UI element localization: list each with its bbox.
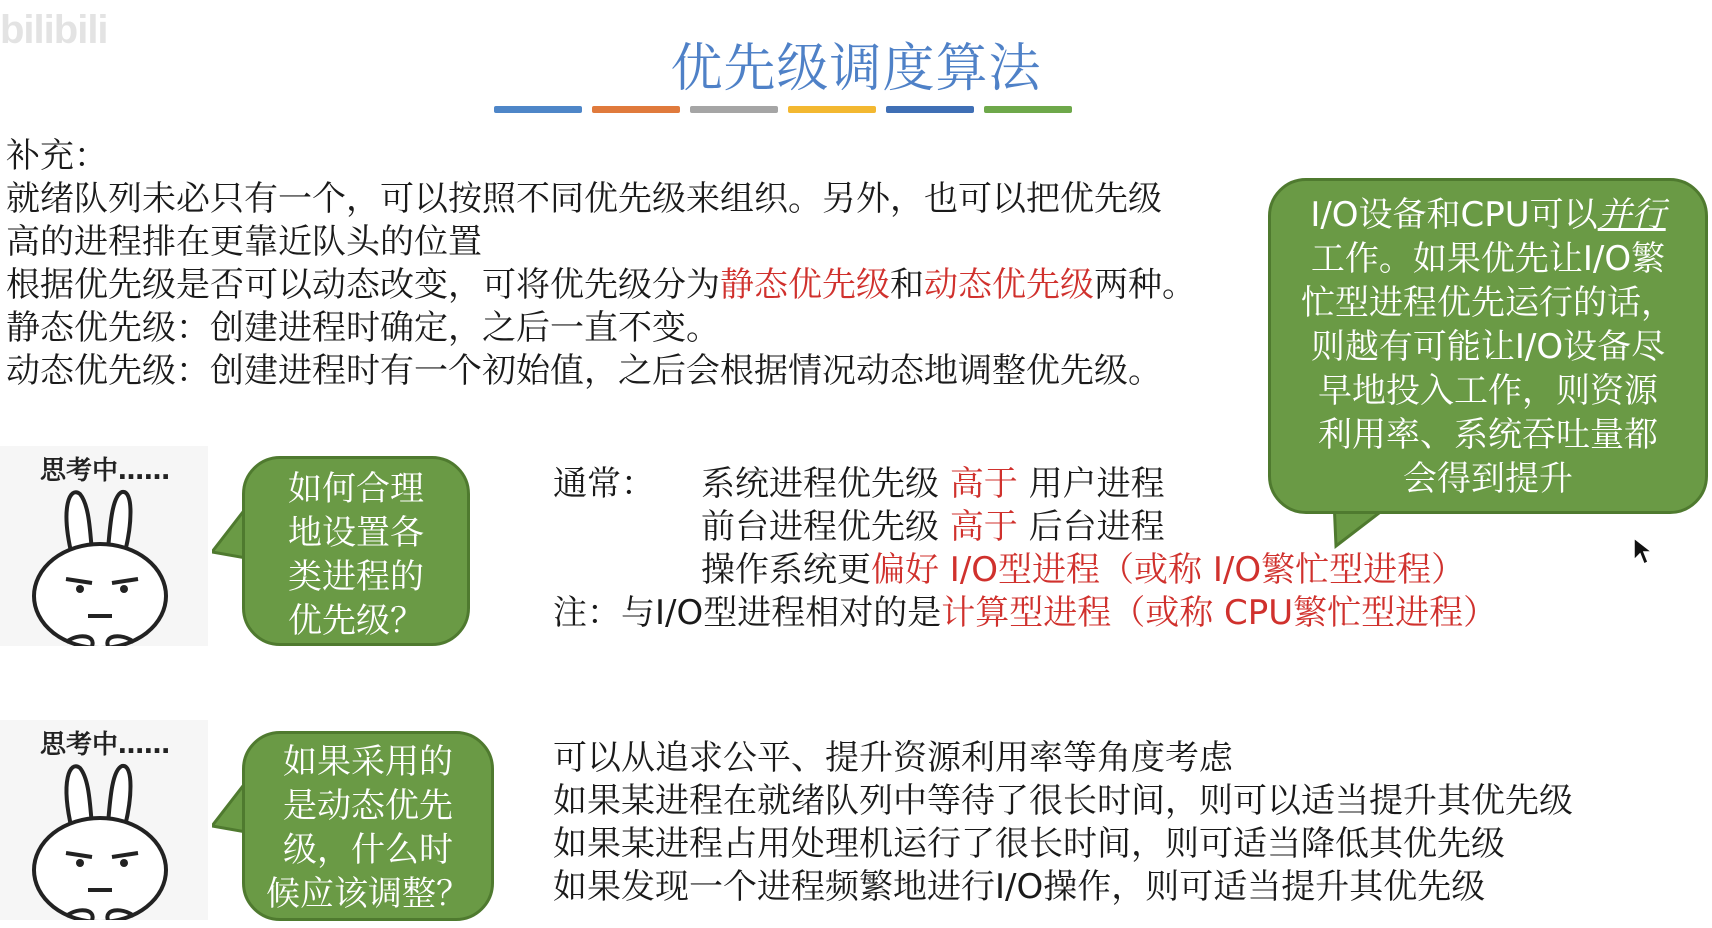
background-process-text: 后台进程 <box>1028 507 1165 547</box>
question-bubble-2 <box>242 731 494 921</box>
page-title: 优先级调度算法 <box>670 39 1042 99</box>
thinking-rabbit-mascot <box>0 446 208 646</box>
supplement-line-1: 就绪队列未必只有一个，可以按照不同优先级来组织。另外，也可以把优先级 <box>6 179 1162 219</box>
higher-than-term: 高于 <box>949 507 1018 547</box>
title-color-bars <box>494 106 1072 113</box>
user-process-text: 用户进程 <box>1028 464 1165 504</box>
q1-line-4: 优先级？ <box>288 601 424 641</box>
bubble-line-2: 工作。如果优先让I/O繁 <box>1310 239 1666 279</box>
supplement-heading: 补充： <box>6 136 108 176</box>
bubble-line-3: 忙型进程优先运行的话， <box>1301 283 1675 323</box>
q1-line-1: 如何合理 <box>288 469 424 509</box>
color-bar-4 <box>788 106 876 113</box>
rabbit-icon <box>0 446 208 646</box>
adjust-line-4: 如果发现一个进程频繁地进行I/O操作，则可适当提升其优先级 <box>553 867 1486 907</box>
adjust-line-1: 可以从追求公平、提升资源利用率等角度考虑 <box>553 738 1233 778</box>
supplement-line-3 <box>6 264 1271 307</box>
bubble-line-4: 则越有可能让I/O设备尽 <box>1310 327 1666 367</box>
higher-than-term: 高于 <box>949 464 1018 504</box>
q2-line-4: 候应该调整？ <box>266 874 470 914</box>
note-text: 注：与I/O型进程相对的是 <box>553 593 942 633</box>
adjust-line-3: 如果某进程占用处理机运行了很长时间，则可适当降低其优先级 <box>553 824 1505 864</box>
line3-and: 和 <box>890 265 924 305</box>
foreground-process-text: 前台进程优先级 <box>701 507 939 547</box>
supplement-text <box>6 135 1271 393</box>
static-priority-term: 静态优先级 <box>720 265 890 305</box>
os-prefers-text: 操作系统更 <box>701 550 871 590</box>
os-preference <box>701 549 1465 592</box>
usual-row-2 <box>553 506 1497 549</box>
parallel-term: 并行 <box>1597 195 1666 235</box>
usual-row-1 <box>553 463 1497 506</box>
rabbit-icon <box>0 720 208 920</box>
bubble-line-1 <box>1285 193 1691 237</box>
cpu-process-term: 计算型进程（或称 CPU繁忙型进程） <box>941 593 1498 633</box>
thinking-label: 思考中…… <box>40 456 171 486</box>
thinking-rabbit-mascot-2 <box>0 720 208 920</box>
bubble-line-1-text: I/O设备和CPU可以 <box>1310 195 1598 235</box>
question-bubble-1 <box>242 456 470 646</box>
bubble-line-7: 会得到提升 <box>1403 459 1573 499</box>
supplement-line-4: 静态优先级：创建进程时确定，之后一直不变。 <box>6 308 720 348</box>
note-row <box>553 592 1497 635</box>
io-process-term: 偏好 I/O型进程（或称 I/O繁忙型进程） <box>871 550 1466 590</box>
dynamic-adjust-section <box>553 737 1573 909</box>
supplement-line-2: 高的进程排在更靠近队头的位置 <box>6 222 482 262</box>
color-bar-6 <box>984 106 1072 113</box>
q2-line-1: 如果采用的 <box>283 742 453 782</box>
foreground-vs-background <box>701 506 1165 549</box>
system-vs-user <box>701 463 1165 506</box>
bilibili-watermark: bilibili <box>0 8 108 52</box>
usual-label: 通常： <box>553 464 655 504</box>
bubble-line-6: 利用率、系统吞吐量都 <box>1318 415 1658 455</box>
color-bar-3 <box>690 106 778 113</box>
system-process-text: 系统进程优先级 <box>701 464 939 504</box>
q1-line-2: 地设置各 <box>288 513 424 553</box>
q1-line-3: 类进程的 <box>288 557 424 597</box>
color-bar-1 <box>494 106 582 113</box>
adjust-line-2: 如果某进程在就绪队列中等待了很长时间，则可以适当提升其优先级 <box>553 781 1573 821</box>
usual-row-3 <box>553 549 1497 592</box>
color-bar-5 <box>886 106 974 113</box>
q2-line-2: 是动态优先 <box>283 786 453 826</box>
bubble-line-5: 早地投入工作，则资源 <box>1318 371 1658 411</box>
line3-text: 根据优先级是否可以动态改变，可将优先级分为 <box>6 265 720 305</box>
thinking-label-2: 思考中…… <box>40 730 171 760</box>
color-bar-2 <box>592 106 680 113</box>
q2-line-3: 级，什么时 <box>283 830 453 870</box>
usual-priority-section <box>553 463 1497 635</box>
dynamic-priority-term: 动态优先级 <box>924 265 1094 305</box>
line3-end: 两种。 <box>1094 265 1196 305</box>
mouse-cursor-icon <box>1632 536 1652 566</box>
supplement-line-5: 动态优先级：创建进程时有一个初始值，之后会根据情况动态地调整优先级。 <box>6 351 1162 391</box>
